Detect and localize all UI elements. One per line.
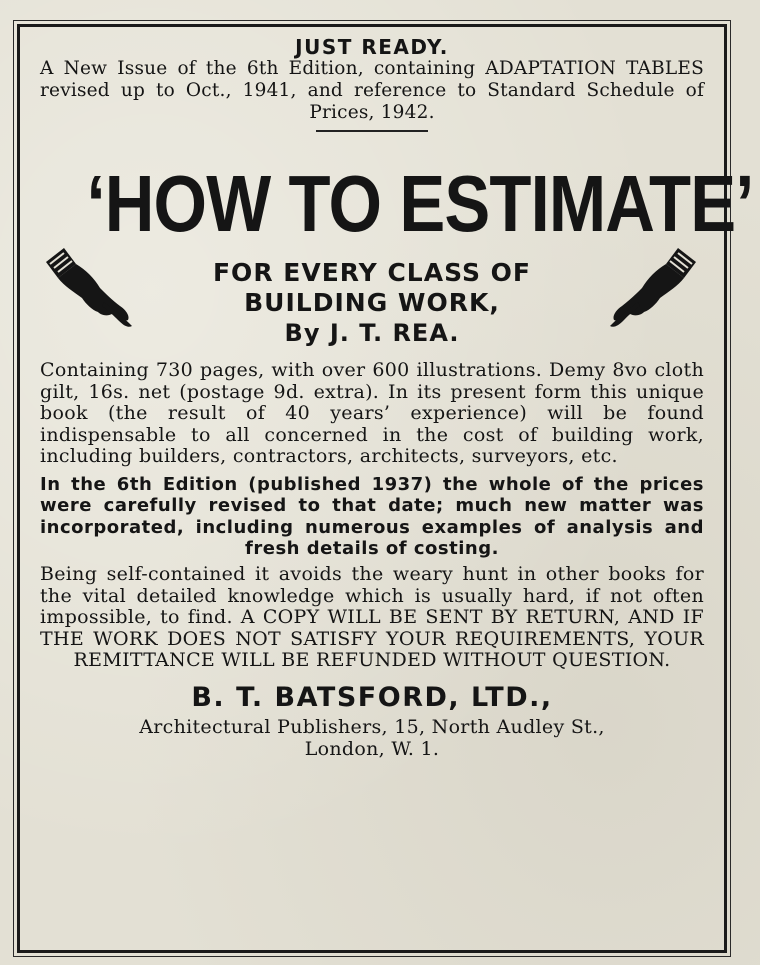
paragraph-text: Being self-contained it avoids the weary hunt in other books for the vital detailed knowledge which is usually hard, if not often impossible, to find. A COPY WILL BE SENT BY RETURN, AND IF THE WORK DOES NOT SATISFY YOUR REQUIREMENTS, YOUR REMITTANCE WILL BE REFUNDED WITHOUT QUESTION. (40, 562, 704, 672)
guarantee-paragraph (40, 564, 704, 672)
publisher-address (40, 716, 704, 760)
notice-heading: JUST READY. (295, 35, 449, 59)
address-line-1: Architectural Publishers, 15, North Audley St., (139, 715, 605, 738)
subtitle-block (40, 258, 704, 346)
author-line: By J. T. REA. (284, 319, 460, 347)
description-paragraph (40, 360, 704, 468)
address-line-2: London, W. 1. (304, 737, 440, 760)
paragraph-text: In the 6th Edition (published 1937) the whole of the prices were carefully revised to that date; much new matter was incorporated, including numerous examples of analysis and fresh details of costing. (40, 473, 704, 560)
pointing-hand-icon (42, 244, 134, 330)
subtitle-line-2: BUILDING WORK, (244, 288, 500, 317)
subtitle (40, 258, 704, 348)
paragraph-text: Containing 730 pages, with over 600 illustrations. Demy 8vo cloth gilt, 16s. net (postage 9d. extra). In its present form this unique book (the result of 40 years’ experience) will be found indispensable to all concerned in the cost of building work, including builders, contractors, architects, surveyors, etc. (40, 359, 704, 468)
divider-rule (316, 130, 428, 132)
book-title: ‘HOW TO ESTIMATE’ (86, 159, 754, 248)
edition-paragraph (40, 474, 704, 560)
publisher-name: B. T. BATSFORD, LTD., (191, 681, 553, 713)
subtitle-line-1: FOR EVERY CLASS OF (212, 258, 532, 287)
pointing-hand-icon (608, 244, 700, 330)
notice-intro: A New Issue of the 6th Edition, containing ADAPTATION TABLES revised up to Oct., 1941, and reference to Standard Schedule of Prices, 1942. (40, 58, 704, 123)
advertisement (40, 35, 754, 760)
